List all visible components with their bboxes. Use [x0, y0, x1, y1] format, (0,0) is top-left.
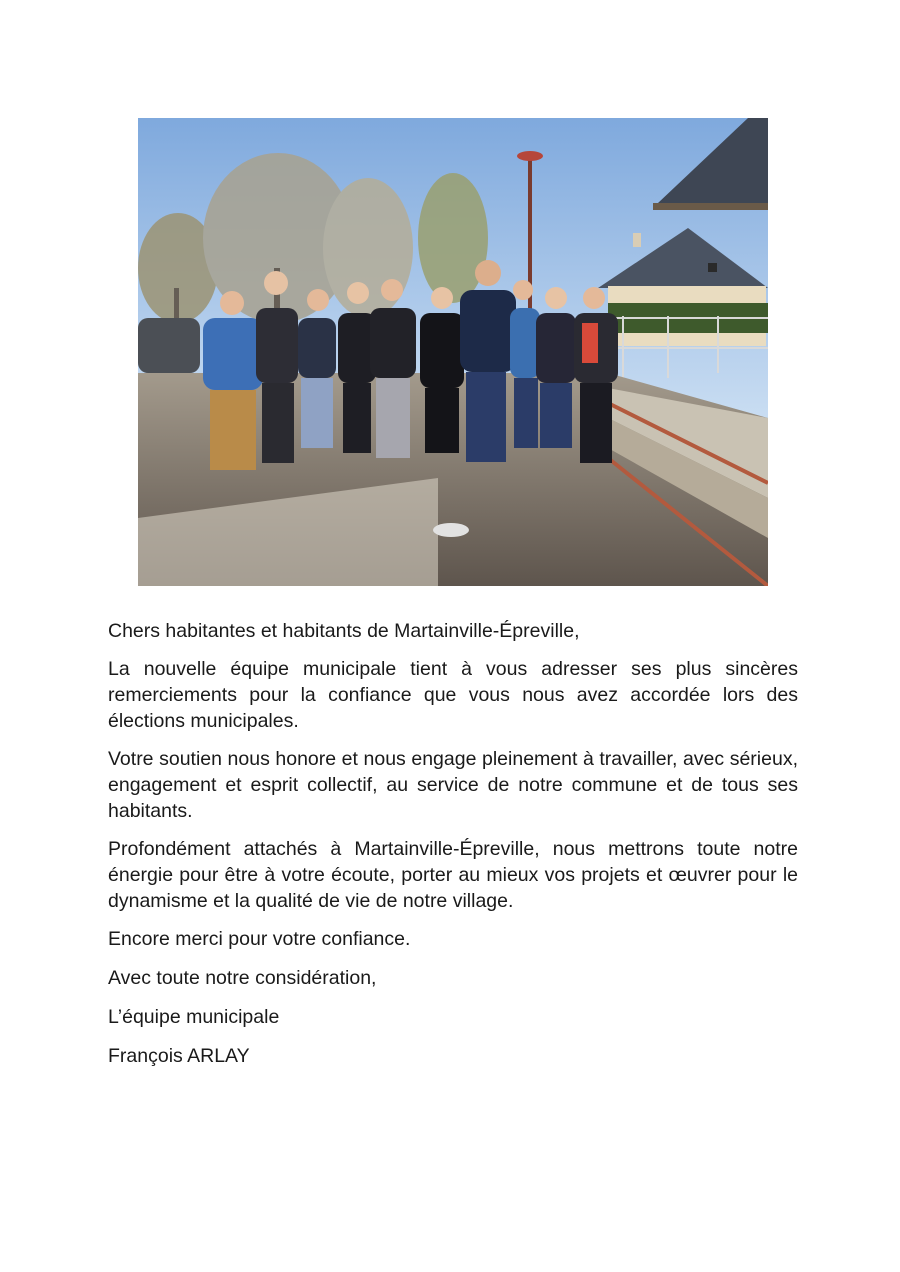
team-signature: L’équipe municipale [108, 1006, 280, 1028]
signatory-name: François ARLAY [108, 1045, 250, 1067]
closing-line: Avec toute notre considération, [108, 967, 377, 989]
greeting: Chers habitantes et habitants de Martainville-Épreville, [108, 620, 580, 642]
group-photo-illustration [138, 118, 768, 586]
paragraph-thanks: La nouvelle équipe municipale tient à vous adresser ses plus sincères remerciements pour la confiance que vous nous avez accordée lors des élections municipales. [108, 658, 798, 732]
paragraph-attachment: Profondément attachés à Martainville-Épreville, nous mettrons toute notre énergie pour être à votre écoute, porter au mieux vos projets et œuvrer pour le dynamisme et la qualité de vie de notre village. [108, 838, 798, 912]
letter-body [108, 618, 798, 1082]
group-photo [138, 118, 768, 586]
paragraph-commitment: Votre soutien nous honore et nous engage pleinement à travailler, avec sérieux, engagement et esprit collectif, au service de notre commune et de tous ses habitants. [108, 748, 798, 822]
thanks-line: Encore merci pour votre confiance. [108, 928, 411, 950]
